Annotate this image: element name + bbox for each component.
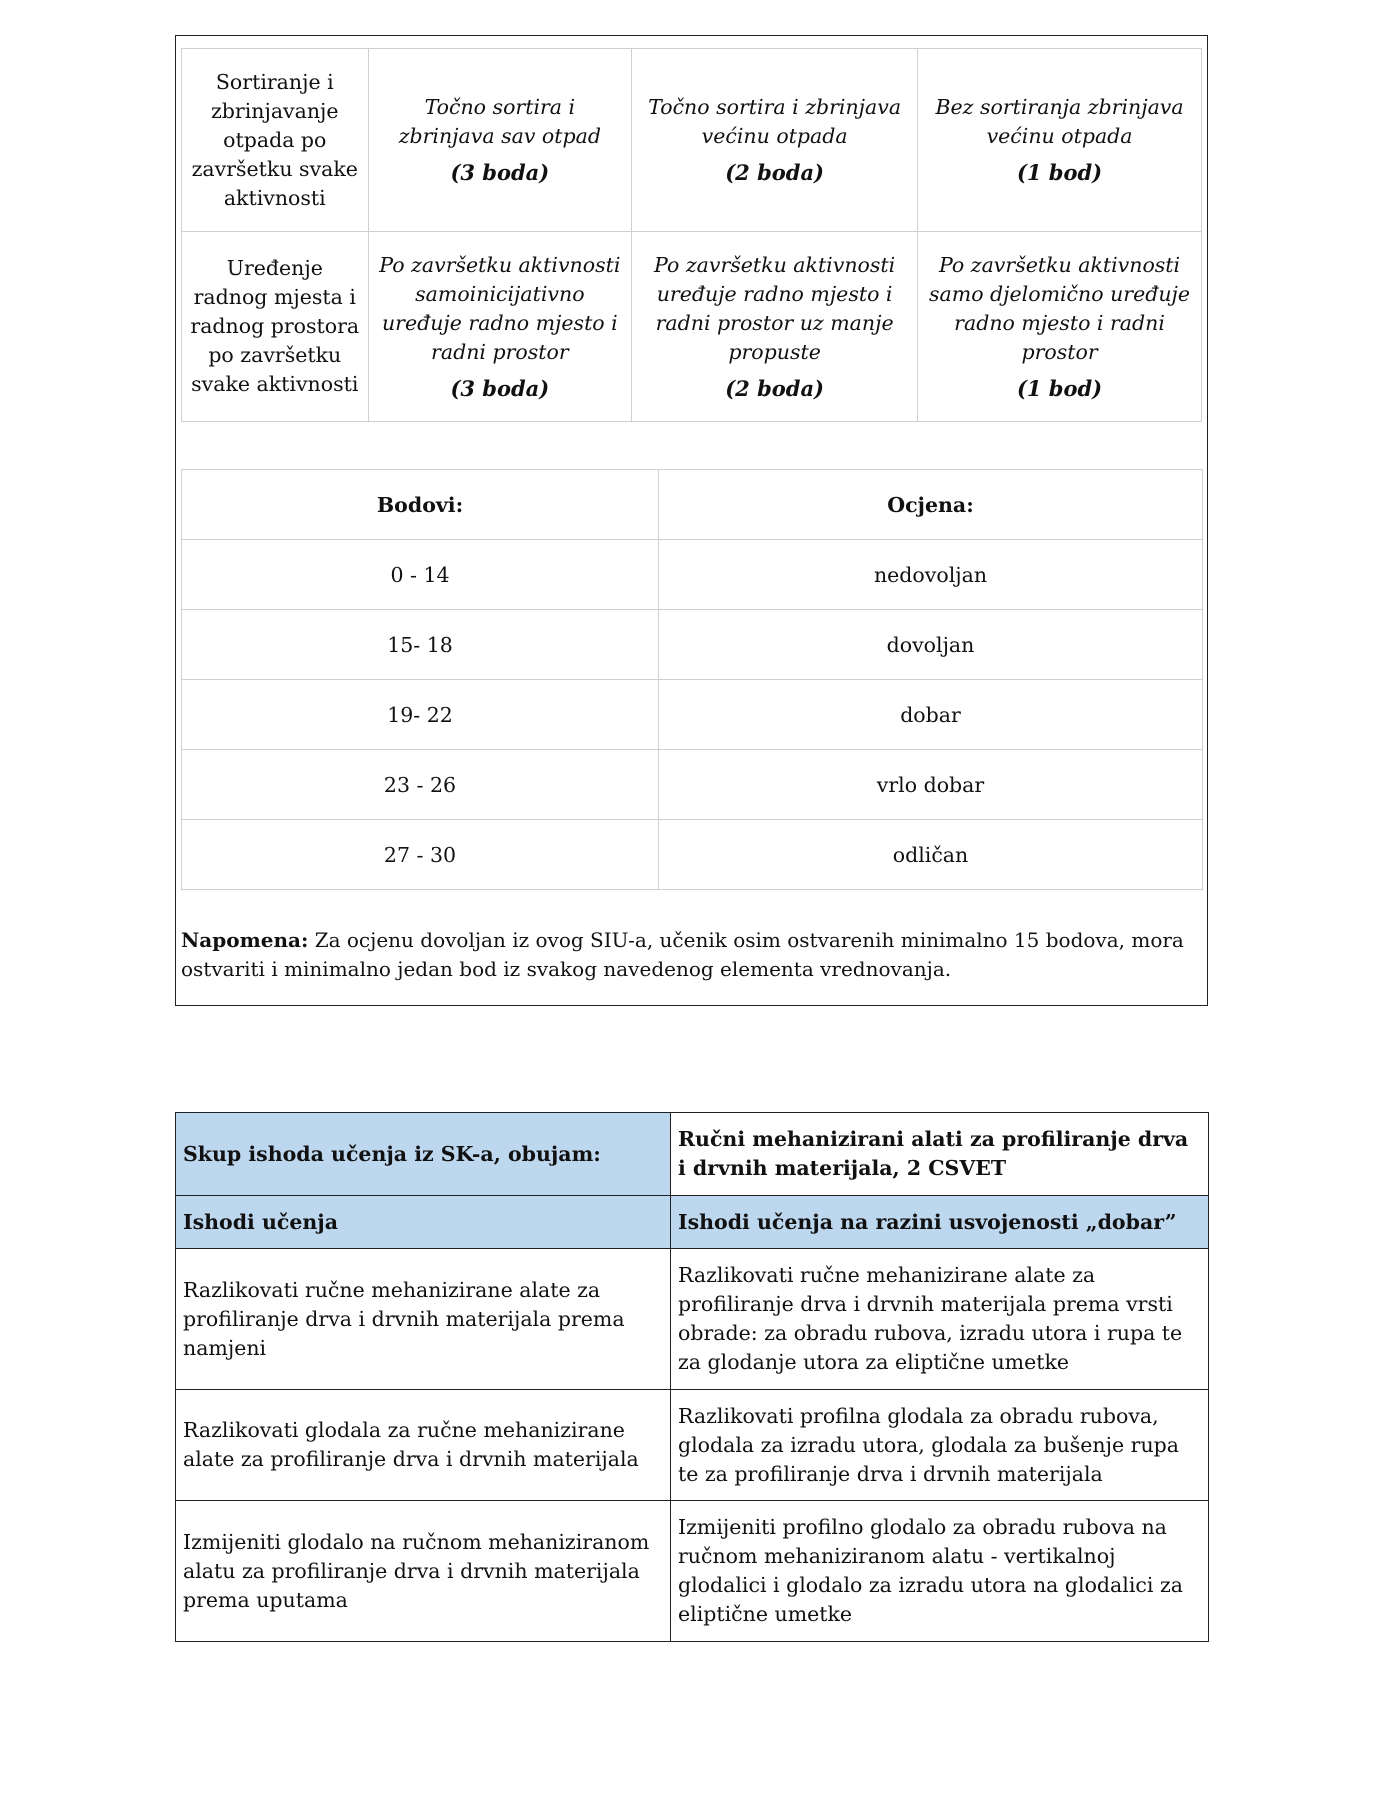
outcomes-header-row: [176, 1196, 1209, 1249]
table-row: [182, 540, 1203, 610]
level-description: Točno sortira i zbrinjava sav otpad: [398, 95, 601, 148]
outcome-cell: Razlikovati glodala za ručne mehanizirane alate za profiliranje drva i drvnih materijala: [176, 1390, 671, 1501]
grade: vrlo dobar: [659, 750, 1203, 820]
grading-scale-header: [182, 470, 1203, 540]
level-points: (2 boda): [725, 375, 824, 401]
outcomes-column-header: Ishodi učenja: [176, 1196, 671, 1249]
learning-outcomes-table: [175, 1112, 1209, 1642]
level-cell: [632, 232, 918, 422]
points-range: 23 - 26: [182, 750, 659, 820]
points-range: 19- 22: [182, 680, 659, 750]
level-cell: [918, 232, 1202, 422]
level-description: Po završetku aktivnosti samo djelomično uređuje radno mjesto i radni prostor: [929, 252, 1191, 364]
outcome-set-label: Skup ishoda učenja iz SK-a, obujam:: [176, 1113, 671, 1196]
grade: dobar: [659, 680, 1203, 750]
points-range: 15- 18: [182, 610, 659, 680]
note-paragraph: [181, 926, 1191, 984]
level-cell: [918, 49, 1202, 232]
level-cell: [632, 49, 918, 232]
criterion-cell: Sortiranje i zbrinjavanje otpada po završetku svake aktivnosti: [182, 49, 369, 232]
points-range: 27 - 30: [182, 820, 659, 890]
outcome-set-value: Ručni mehanizirani alati za profiliranje drva i drvnih materijala, 2 CSVET: [671, 1113, 1209, 1196]
table-row: [176, 1501, 1209, 1642]
grade-header: Ocjena:: [659, 470, 1203, 540]
grade: dovoljan: [659, 610, 1203, 680]
note-text: Za ocjenu dovoljan iz ovog SIU-a, učenik osim ostvarenih minimalno 15 bodova, mora ostvariti i minimalno jedan bod iz svakog navedenog elementa vrednovanja.: [181, 928, 1184, 981]
level-points: (1 bod): [1016, 160, 1103, 185]
level-points: (3 boda): [450, 375, 550, 401]
level-points: (2 boda): [725, 160, 824, 185]
table-row: [176, 1390, 1209, 1501]
outcome-level-cell: Razlikovati ručne mehanizirane alate za profiliranje drva i drvnih materijala prema vrsti obrade: za obradu rubova, izradu utora i rupa te za glodanje utora za eliptične umetke: [671, 1249, 1209, 1390]
rubric-row: [182, 49, 1202, 232]
table-row: [176, 1249, 1209, 1390]
table-row: [182, 680, 1203, 750]
criterion-cell: Uređenje radnog mjesta i radnog prostora po završetku svake aktivnosti: [182, 232, 369, 422]
outcome-set-row: [176, 1113, 1209, 1196]
outcome-cell: Razlikovati ručne mehanizirane alate za profiliranje drva i drvnih materijala prema namjeni: [176, 1249, 671, 1390]
table-row: [182, 610, 1203, 680]
points-header: Bodovi:: [182, 470, 659, 540]
level-cell: [368, 232, 632, 422]
level-description: Bez sortiranja zbrinjava većinu otpada: [935, 95, 1184, 148]
level-description: Po završetku aktivnosti samoinicijativno uređuje radno mjesto i radni prostor: [379, 252, 621, 364]
outcome-level-cell: Razlikovati profilna glodala za obradu rubova, glodala za izradu utora, glodala za bušenje rupa te za profiliranje drva i drvnih materijala: [671, 1390, 1209, 1501]
grade: nedovoljan: [659, 540, 1203, 610]
level-cell: [368, 49, 632, 232]
outcome-cell: Izmijeniti glodalo na ručnom mehaniziranom alatu za profiliranje drva i drvnih materijala prema uputama: [176, 1501, 671, 1642]
rubric-table: [181, 48, 1202, 422]
level-points: (1 bod): [1016, 375, 1103, 401]
grading-scale-table: [181, 469, 1203, 890]
level-description: Točno sortira i zbrinjava većinu otpada: [648, 95, 902, 148]
table-row: [182, 750, 1203, 820]
level-description: Po završetku aktivnosti uređuje radno mjesto i radni prostor uz manje propuste: [654, 252, 896, 364]
note-label: Napomena:: [181, 928, 309, 952]
level-points: (3 boda): [450, 160, 550, 185]
outcomes-level-column-header: Ishodi učenja na razini usvojenosti „dobar”: [671, 1196, 1209, 1249]
points-range: 0 - 14: [182, 540, 659, 610]
rubric-row: [182, 232, 1202, 422]
table-row: [182, 820, 1203, 890]
grade: odličan: [659, 820, 1203, 890]
outcome-level-cell: Izmijeniti profilno glodalo za obradu rubova na ručnom mehaniziranom alatu - vertikalnoj glodalici i glodalo za izradu utora na glodalici za eliptične umetke: [671, 1501, 1209, 1642]
